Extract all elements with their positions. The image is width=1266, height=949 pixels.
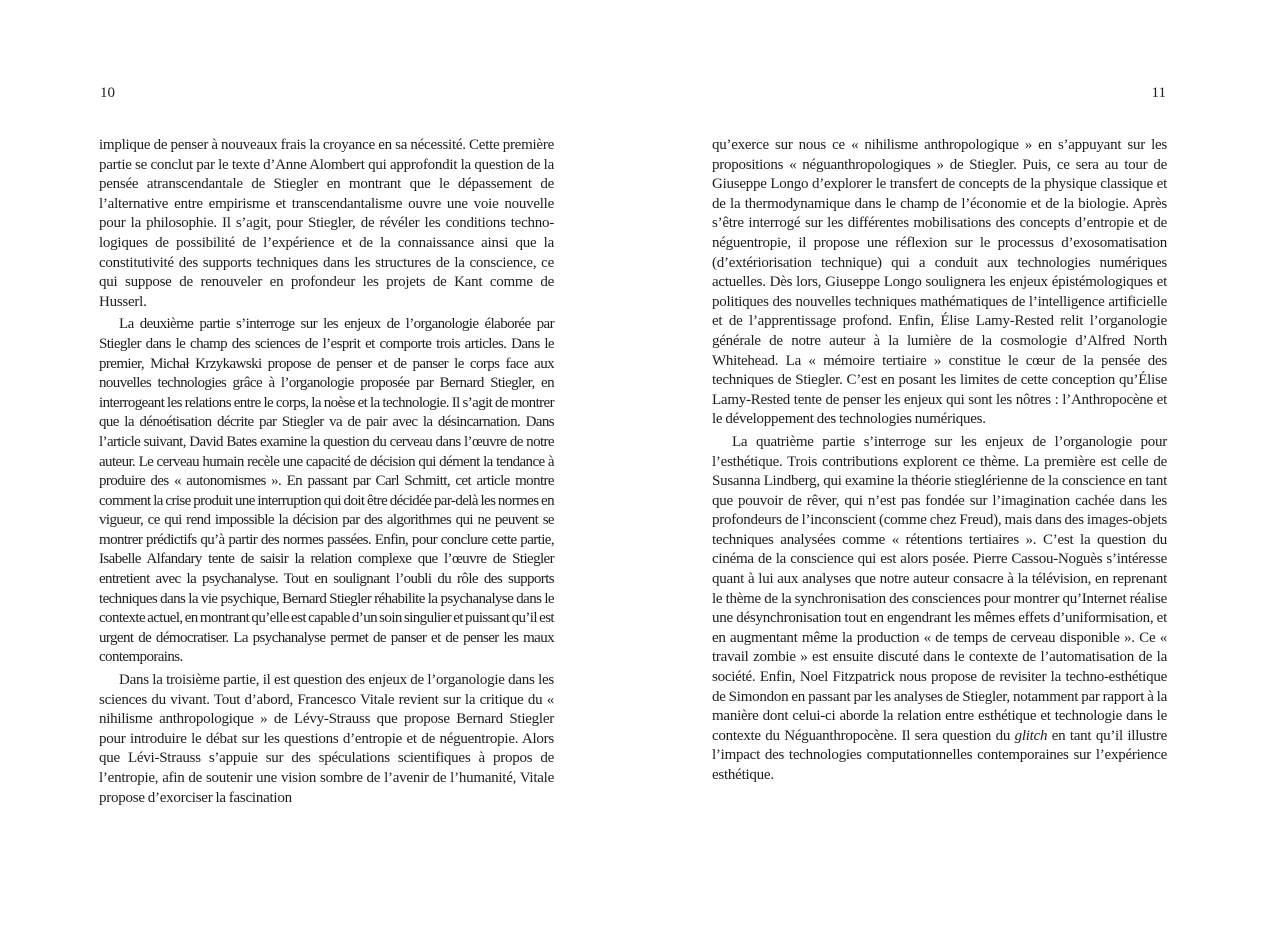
paragraph-right-2-text: La quatrième partie s’interroge sur les enjeux de l’organologie pour l’esthétique. Trois contributions explorent ce thème. La première est celle de Susanna Lindberg, qui examine la théorie stieglérienne de la conscience en tant que pouvoir de rêver, qui n’est pas fondée sur l’imagination cachée dans les profondeurs de l’inconscient (comme chez Freud), mais dans des images-objets techniques analysées comme « rétentions tertiaires ». C’est la question du cinéma de la conscience qui est alors posée. Pierre Cassou-Noguès s’intéresse quant à lui aux analyses que notre auteur consacre à la télévision, en reprenant le thème de la synchronisation des consciences pour montrer qu’Internet réalise une désynchronisation tout en engendrant les mêmes effets d’uniformisation, et en augmentant même la production « de temps de cerveau disponible ». Ce « travail zombie » est ensuite discuté dans le contexte de l’automatisation de la société. Enfin, Noel Fitzpatrick nous propose de revisiter la techno-esthétique de Simondon en passant par les analyses de Stiegler, notamment par rapport à la manière dont celui-ci aborde la relation entre esthétique et technologie dans le contexte du Néguanthropocène. Il sera question du bbox=[712, 433, 1167, 744]
paragraph-right-1: qu’exerce sur nous ce « nihilisme anthropologique » en s’appuyant sur les propositions « néguanthropologiques » de Stiegler. Puis, ce sera au tour de Giuseppe Longo d’explorer le transfert de concepts de la physique classique et de la thermodynamique dans le champ de l’économie et de la biologie. Après s’être interrogé sur les différentes mobilisations des concepts d’entropie et de néguentropie, il propose une réflexion sur le processus d’exosomatisation (d’extériorisation technique) qui a conduit aux technologies numériques actuelles. Dès lors, Giuseppe Longo soulignera les enjeux épistémologiques et politiques des nouvelles techniques mathématiques de l’intelligence artificielle et de l’apprentissage profond. Enfin, Élise Lamy-Rested relit l’organologie générale de notre auteur à la lumière de la cosmologie d’Alfred North Whitehead. La « mémoire tertiaire » constitue le cœur de la pensée des techniques de Stiegler. C’est en posant les limites de cette conception qu’Élise Lamy-Rested tente de penser les enjeux qui sont les nôtres : l’Anthropocène et le développement des technologies numériques. bbox=[712, 137, 1167, 428]
paragraph-right-2 bbox=[712, 433, 1167, 786]
page-number-left: 10 bbox=[100, 85, 115, 101]
paragraph-left-3: Dans la troisième partie, il est question des enjeux de l’organologie dans les sciences du vivant. Tout d’abord, Francesco Vitale revient sur la critique du « nihilisme anthropologique » de Lévy-Strauss que propose Bernard Stiegler pour introduire le débat sur les questions d’entropie et de néguentropie. Alors que Lévi-Strauss s’appuie sur des spéculations scientifiques à propos de l’entropie, afin de soutenir une vision sombre de l’avenir de l’humanité, Vitale propose d’exorciser la fascination bbox=[99, 672, 554, 806]
page-number-right: 11 bbox=[1151, 85, 1166, 101]
right-page bbox=[633, 0, 1266, 949]
right-text-block bbox=[712, 136, 1167, 789]
paragraph-right-2-end: en tant qu’il illustre l’impact des technologies computationnelles contemporaines sur l’expérience esthétique. bbox=[712, 727, 1168, 783]
paragraph-left-1: implique de penser à nouveaux frais la croyance en sa nécessité. Cette première partie se conclut par le texte d’Anne Alombert qui approfondit la question de la pensée atranscendantale de Stiegler en montrant que le dépassement de l’alternative entre empirisme et transcendantalisme ouvre une voie nouvelle pour la philosophie. Il s’agit, pour Stiegler, de révéler les conditions techno-logiques de possibilité de l’expérience et de la connaissance ainsi que la constitutivité des supports techniques dans les structures de la conscience, ce qui suppose de renouveler en profondeur les projets de Kant comme de Husserl. bbox=[99, 137, 554, 310]
left-text-block bbox=[99, 136, 554, 811]
paragraph-left-2: La deuxième partie s’interroge sur les enjeux de l’organologie élaborée par Stiegler dans le champ des sciences de l’esprit et comporte trois articles. Dans le premier, Michał Krzykawski propose de penser et de panser le corps face aux nouvelles technologies grâce à l’organologie proposée par Bernard Stiegler, en interrogeant les relations entre le corps, la noèse et la technologie. Il s’agit de montrer que la dénoétisation décrite par Stiegler va de pair avec la désincarnation. Dans l’article suivant, David Bates examine la question du cerveau dans l’œuvre de notre auteur. Le cerveau humain recèle une capacité de décision qui dément la tendance à produire des « autonomismes ». En passant par Carl Schmitt, cet article montre comment la crise produit une interruption qui doit être décidée par-delà les normes en vigueur, ce qui rend impossible la décision par des algorithmes qui ne peuvent se montrer prédictifs qu’à partir des normes passées. Enfin, pour conclure cette partie, Isabelle Alfandary tente de saisir la relation complexe que l’œuvre de Stiegler entretient avec la psychanalyse. Tout en soulignant l’oubli du rôle des supports techniques dans la vie psychique, Bernard Stiegler réhabilite la psychanalyse dans le contexte actuel, en montrant qu’elle est capable d’un soin singulier et puissant qu’il est urgent de démocratiser. La psychanalyse permet de panser et de penser les maux contemporains. bbox=[99, 316, 554, 666]
glitch-term: glitch bbox=[1014, 727, 1048, 744]
